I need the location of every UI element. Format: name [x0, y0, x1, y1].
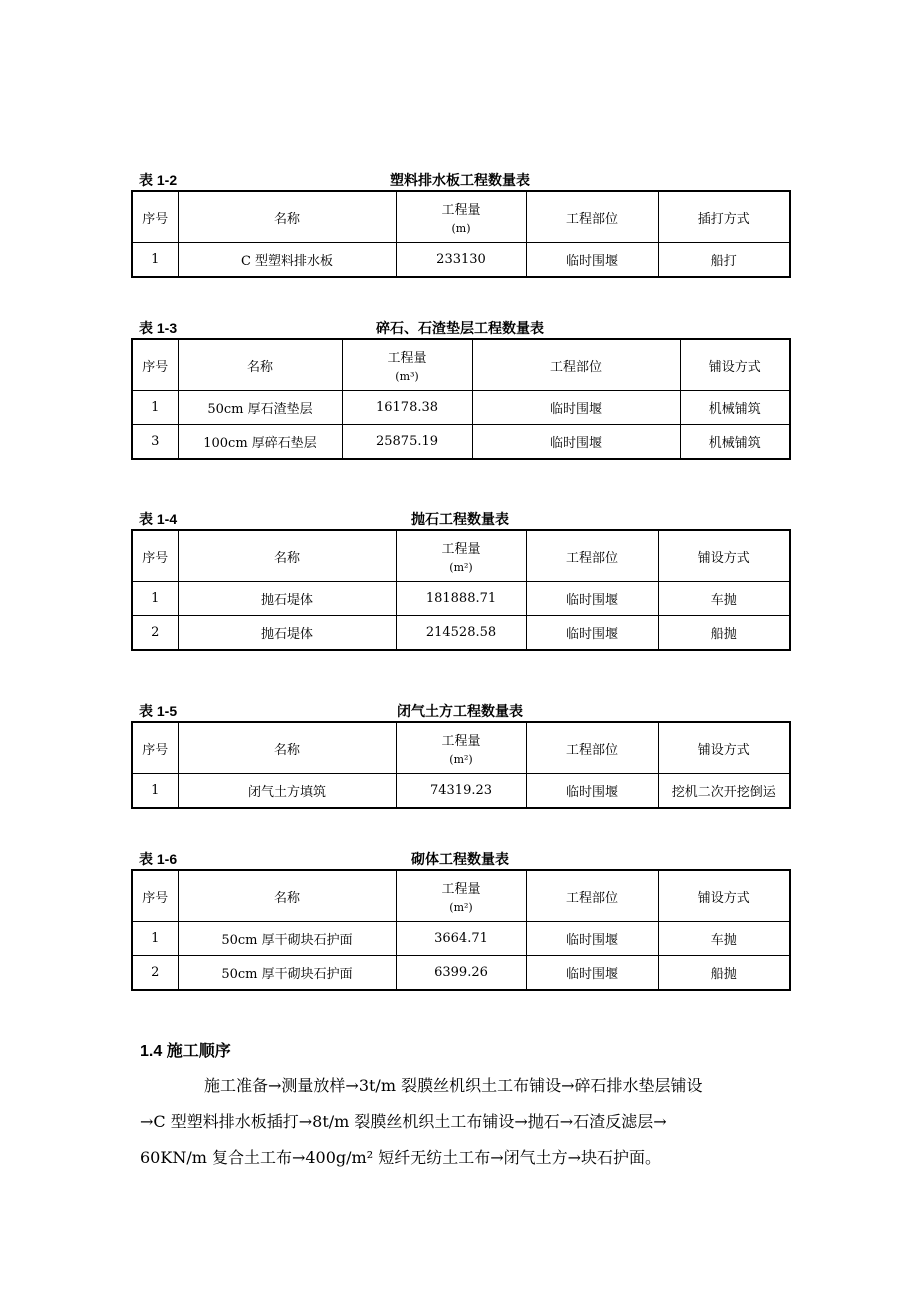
- header-name: 名称: [178, 530, 396, 582]
- cell-qty: 6399.26: [396, 956, 526, 991]
- table-block-1-5: [131, 699, 789, 809]
- table-number: 表 1-3: [139, 320, 178, 336]
- header-part: 工程部位: [472, 339, 680, 391]
- cell-method: 船打: [658, 243, 790, 278]
- header-part: 工程部位: [526, 191, 658, 243]
- header-method: 铺设方式: [680, 339, 790, 391]
- table-caption: [131, 699, 789, 721]
- quantity-table-1-2: [131, 190, 791, 278]
- cell-method: 船抛: [658, 616, 790, 651]
- cell-part: 临时围堰: [526, 616, 658, 651]
- header-unit: (m²): [449, 561, 473, 574]
- table-title: 闭气土方工程数量表: [397, 703, 523, 719]
- table-row: [132, 922, 790, 956]
- header-seq: 序号: [132, 339, 178, 391]
- table-title: 砌体工程数量表: [411, 851, 509, 867]
- header-method: 铺设方式: [658, 870, 790, 922]
- cell-seq: 1: [132, 922, 178, 956]
- table-row: [132, 243, 790, 278]
- cell-seq: 1: [132, 391, 178, 425]
- header-seq: 序号: [132, 191, 178, 243]
- header-method: 铺设方式: [658, 722, 790, 774]
- table-caption: [131, 507, 789, 529]
- cell-seq: 2: [132, 616, 178, 651]
- cell-part: 临时围堰: [472, 425, 680, 460]
- quantity-table-1-5: [131, 721, 791, 809]
- table-block-1-3: [131, 316, 789, 460]
- section-paragraph: [140, 1068, 800, 1176]
- cell-part: 临时围堰: [526, 774, 658, 809]
- cell-qty: 3664.71: [396, 922, 526, 956]
- cell-name: 50cm 厚干砌块石护面: [178, 922, 396, 956]
- table-number: 表 1-5: [139, 703, 178, 719]
- cell-name: 100cm 厚碎石垫层: [178, 425, 342, 460]
- table-title: 碎石、石渣垫层工程数量表: [376, 320, 544, 336]
- header-seq: 序号: [132, 870, 178, 922]
- table-number: 表 1-2: [139, 172, 178, 188]
- table-block-1-6: [131, 847, 789, 991]
- table-header-row: [132, 339, 790, 391]
- cell-qty: 233130: [396, 243, 526, 278]
- cell-part: 临时围堰: [526, 956, 658, 991]
- cell-method: 车抛: [658, 582, 790, 616]
- header-unit: (m): [451, 222, 471, 235]
- paragraph-line: →C 型塑料排水板插打→8t/m 裂膜丝机织土工布铺设→抛石→石渣反滤层→: [140, 1112, 667, 1131]
- quantity-table-1-6: [131, 869, 791, 991]
- header-unit: (m³): [395, 370, 419, 383]
- cell-name: 抛石堤体: [178, 616, 396, 651]
- header-part: 工程部位: [526, 870, 658, 922]
- section-heading: 1.4 施工顺序: [140, 1043, 231, 1060]
- table-caption: [131, 316, 789, 338]
- cell-qty: 16178.38: [342, 391, 472, 425]
- header-method: 铺设方式: [658, 530, 790, 582]
- header-method: 插打方式: [658, 191, 790, 243]
- cell-method: 机械铺筑: [680, 425, 790, 460]
- paragraph-line: 60KN/m 复合土工布→400g/m² 短纤无纺土工布→闭气土方→块石护面。: [140, 1148, 662, 1167]
- header-seq: 序号: [132, 722, 178, 774]
- header-name: 名称: [178, 191, 396, 243]
- table-header-row: [132, 191, 790, 243]
- table-header-row: [132, 722, 790, 774]
- table-row: [132, 774, 790, 809]
- cell-method: 机械铺筑: [680, 391, 790, 425]
- cell-name: 50cm 厚干砌块石护面: [178, 956, 396, 991]
- cell-qty: 74319.23: [396, 774, 526, 809]
- table-title: 塑料排水板工程数量表: [390, 172, 530, 188]
- cell-part: 临时围堰: [526, 582, 658, 616]
- cell-seq: 1: [132, 774, 178, 809]
- table-header-row: [132, 530, 790, 582]
- header-qty: 工程量 (m³): [342, 339, 472, 391]
- header-qty: 工程量 (m): [396, 191, 526, 243]
- table-number: 表 1-4: [139, 511, 178, 527]
- cell-part: 临时围堰: [526, 243, 658, 278]
- cell-method: 船抛: [658, 956, 790, 991]
- table-block-1-2: [131, 168, 789, 278]
- header-qty: 工程量 (m²): [396, 530, 526, 582]
- cell-part: 临时围堰: [472, 391, 680, 425]
- table-row: [132, 391, 790, 425]
- cell-seq: 1: [132, 243, 178, 278]
- cell-method: 挖机二次开挖倒运: [658, 774, 790, 809]
- table-row: [132, 956, 790, 991]
- cell-seq: 3: [132, 425, 178, 460]
- cell-name: 抛石堤体: [178, 582, 396, 616]
- header-unit: (m²): [449, 901, 473, 914]
- cell-qty: 214528.58: [396, 616, 526, 651]
- quantity-table-1-4: [131, 529, 791, 651]
- cell-part: 临时围堰: [526, 922, 658, 956]
- table-header-row: [132, 870, 790, 922]
- header-unit: (m²): [449, 753, 473, 766]
- cell-seq: 1: [132, 582, 178, 616]
- header-part: 工程部位: [526, 722, 658, 774]
- header-seq: 序号: [132, 530, 178, 582]
- cell-method: 车抛: [658, 922, 790, 956]
- header-name: 名称: [178, 870, 396, 922]
- table-block-1-4: [131, 507, 789, 651]
- cell-qty: 181888.71: [396, 582, 526, 616]
- cell-name: 闭气土方填筑: [178, 774, 396, 809]
- table-title: 抛石工程数量表: [411, 511, 509, 527]
- header-qty: 工程量 (m²): [396, 722, 526, 774]
- quantity-table-1-3: [131, 338, 791, 460]
- header-qty: 工程量 (m²): [396, 870, 526, 922]
- header-part: 工程部位: [526, 530, 658, 582]
- cell-name: C 型塑料排水板: [178, 243, 396, 278]
- cell-name: 50cm 厚石渣垫层: [178, 391, 342, 425]
- table-row: [132, 616, 790, 651]
- table-caption: [131, 847, 789, 869]
- paragraph-line: 施工准备→测量放样→3t/m 裂膜丝机织土工布铺设→碎石排水垫层铺设: [204, 1076, 703, 1095]
- table-row: [132, 582, 790, 616]
- header-name: 名称: [178, 722, 396, 774]
- table-caption: [131, 168, 789, 190]
- header-name: 名称: [178, 339, 342, 391]
- cell-seq: 2: [132, 956, 178, 991]
- table-number: 表 1-6: [139, 851, 178, 867]
- cell-qty: 25875.19: [342, 425, 472, 460]
- table-row: [132, 425, 790, 460]
